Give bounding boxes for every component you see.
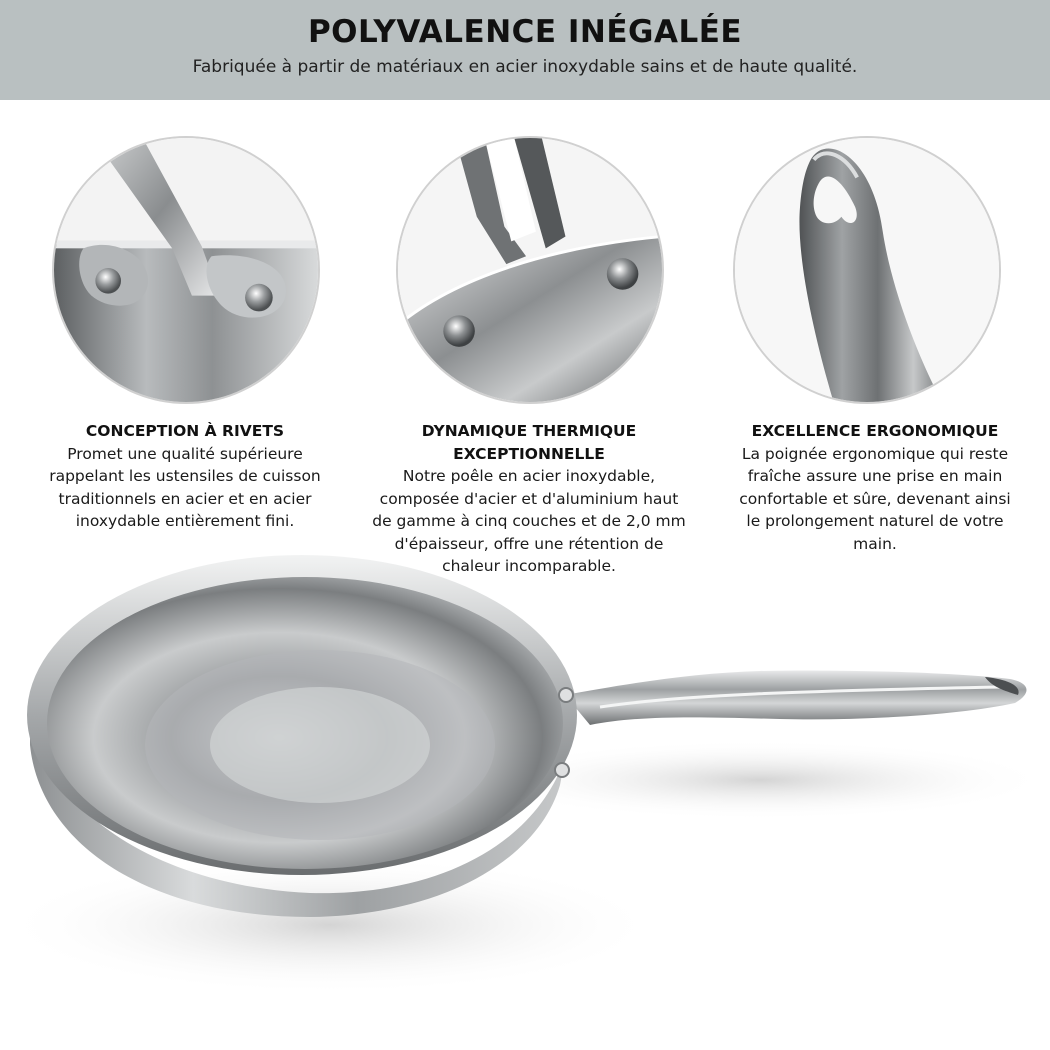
feature-text-line: chaleur incomparable. <box>442 557 616 575</box>
feature-title: CONCEPTION À RIVETS <box>85 422 285 440</box>
feature-text-line: Promet une qualité supérieure <box>67 444 303 463</box>
feature-text-line: fraîche assure une prise en main <box>747 467 1003 485</box>
feature-text-line: d'épaisseur, offre une rétention de <box>394 534 664 553</box>
feature-text-line: rappelant les ustensiles de cuisson <box>49 467 321 485</box>
riveted-handle-image <box>52 136 320 404</box>
feature-text-line: La poignée ergonomique qui reste <box>741 444 1009 463</box>
frying-pan-illustration <box>0 545 1050 1050</box>
feature-text-line: composée d'acier et d'aluminium haut <box>379 489 679 508</box>
header-banner <box>0 0 1050 100</box>
feature-ergonomic <box>690 420 1050 555</box>
riveted-handle-illustration <box>54 138 318 402</box>
feature-text-line: de gamme à cinq couches et de 2,0 mm <box>372 512 686 530</box>
feature-title: EXCELLENCE ERGONOMIQUE <box>751 422 999 440</box>
thermal-dynamics-image <box>396 136 664 404</box>
feature-text-line: traditionnels en acier et en acier <box>58 489 312 508</box>
feature-text-line: Notre poêle en acier inoxydable, <box>402 467 656 485</box>
frying-pan-image <box>0 545 1050 1050</box>
page-title: POLYVALENCE INÉGALÉE <box>307 14 743 50</box>
feature-text-line: main. <box>853 534 897 553</box>
ergonomic-handle-image <box>733 136 1001 404</box>
feature-text-line: le prolongement naturel de votre <box>746 512 1004 530</box>
feature-text-line: confortable et sûre, devenant ainsi <box>739 489 1011 508</box>
feature-title: DYNAMIQUE THERMIQUE EXCEPTIONNELLE <box>421 422 637 463</box>
handle-end-illustration <box>735 138 999 402</box>
pan-underside-illustration <box>398 138 662 402</box>
page-subtitle: Fabriquée à partir de matériaux en acier inoxydable sains et de haute qualité. <box>192 57 858 77</box>
feature-rivets <box>0 420 370 533</box>
feature-text-line: inoxydable entièrement fini. <box>75 512 295 530</box>
